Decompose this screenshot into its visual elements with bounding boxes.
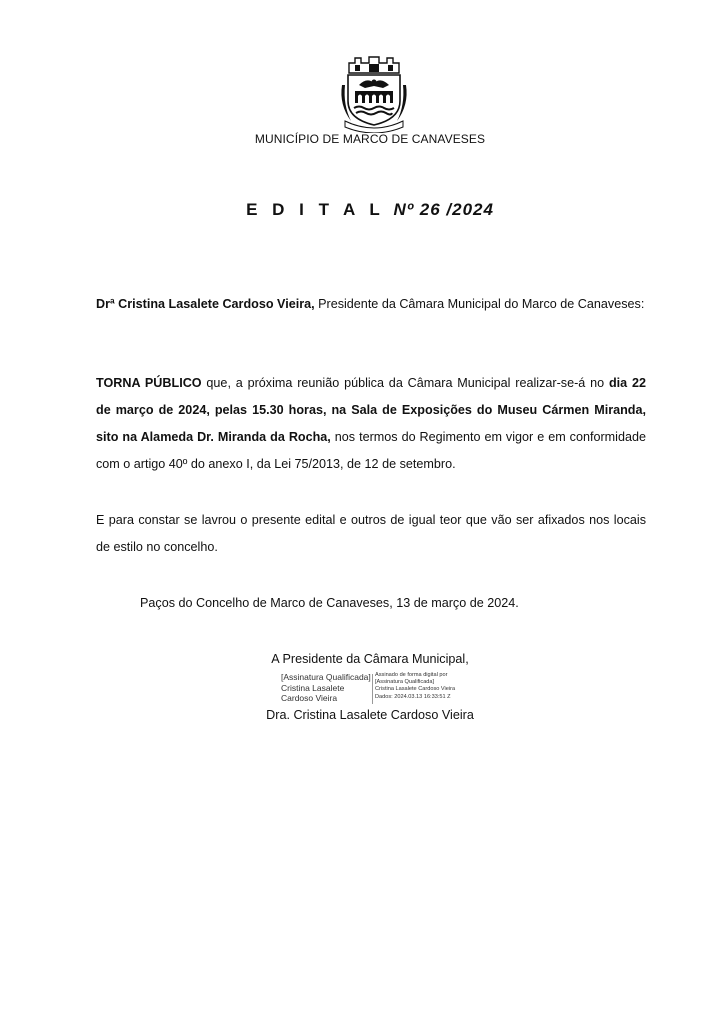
signature-right	[375, 672, 455, 701]
announcement-paragraph	[96, 370, 646, 478]
municipality-name: MUNICÍPIO DE MARCO DE CANAVESES	[254, 132, 486, 146]
edital-title	[0, 200, 724, 220]
digital-signature-block	[281, 672, 481, 710]
president-name: Drª Cristina Lasalete Cardoso Vieira,	[96, 297, 315, 311]
closing-paragraph: E para constar se lavrou o presente edital e outros de igual teor que vão ser afixados nos locais de estilo no concelho.	[96, 513, 646, 554]
signature-right-line: Assinado de forma digital por	[375, 672, 448, 678]
intro-text: Presidente da Câmara Municipal do Marco de Canaveses:	[314, 297, 645, 311]
signature-left-line: Cardoso Vieira	[281, 693, 338, 703]
announcement-lead: TORNA PÚBLICO	[96, 376, 202, 390]
edital-number: Nº 26 /2024	[393, 200, 494, 219]
signature-left-line: Cristina Lasalete	[281, 682, 345, 693]
signature-left	[281, 672, 371, 704]
intro-paragraph	[96, 291, 646, 318]
signature-right-line: [Assinatura Qualificada]	[375, 679, 435, 686]
signature-right-line: Dados: 2024.03.13 16:33:51 Z	[375, 693, 451, 700]
signature-right-line: Cristina Lasalete Cardoso Vieira	[375, 686, 456, 693]
announcement-text-1: que, a próxima reunião pública da Câmara Municipal realizar-se-á no	[201, 376, 609, 390]
edital-label: E D I T A L	[246, 200, 385, 219]
meeting-details: dia 22 de março de 2024, pelas 15.30 horas, na Sala de Exposições do Museu Cármen Miranda, sito na Alameda Dr. Miranda da Rocha,	[96, 376, 647, 444]
signer-name: Dra. Cristina Lasalete Cardoso Vieira	[266, 708, 474, 722]
announcement-text-2: nos termos do Regimento em vigor e em conformidade com o artigo 40º do anexo I, da Lei 75/2013, de 12 de setembro.	[96, 430, 646, 471]
municipal-crest-icon	[339, 55, 409, 133]
signer-role: A Presidente da Câmara Municipal,	[271, 652, 469, 666]
place-date: Paços do Concelho de Marco de Canaveses, 13 de março de 2024.	[140, 596, 519, 610]
signature-left-line: [Assinatura Qualificada]	[281, 672, 371, 682]
signature-divider	[372, 674, 373, 704]
